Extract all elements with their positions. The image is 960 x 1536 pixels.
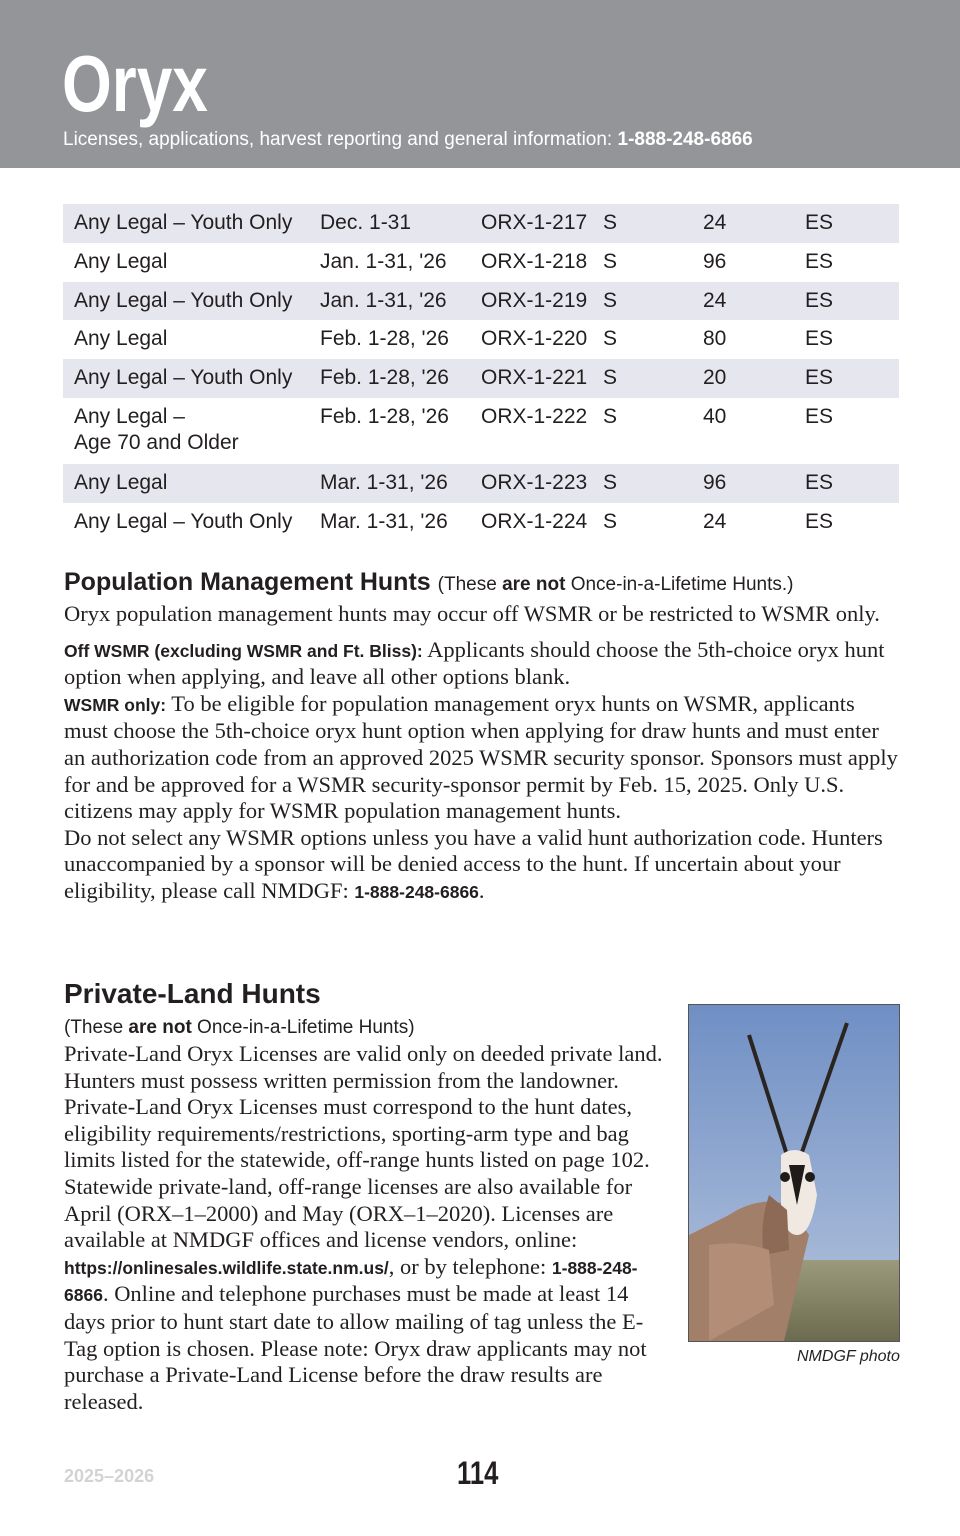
contact-info	[63, 129, 753, 151]
hunt-row	[63, 398, 899, 464]
hunt-code: ORX-1-217	[481, 204, 603, 243]
hunt-code: ORX-1-219	[481, 282, 603, 321]
footer-year: 2025–2026	[64, 1466, 155, 1486]
hunt-dates: Jan. 1-31, '26	[320, 249, 447, 273]
hunt-bag-limit: Any Legal – Youth Only	[63, 204, 320, 243]
hunt-dates: Jan. 1-31, '26	[320, 282, 481, 321]
hunt-licenses: 20	[703, 359, 805, 398]
wsmr-only-paragraph: WSMR only: To be eligible for population management oryx hunts on WSMR, applicants must choose the 5th-choice oryx hunt option when applying for draw hunts and must enter an authorization code from an approved 2025 WSMR security sponsor. Sponsors must apply for and be approved for a WSMR security-sponsor permit by Feb. 15, 2025. Only U.S. citizens may apply for WSMR population management hunts.	[64, 690, 898, 824]
oryx-photo	[688, 1004, 900, 1342]
population-management-note: (These are not Once-in-a-Lifetime Hunts.)	[437, 574, 794, 595]
hunt-row	[63, 204, 899, 243]
hunt-code: ORX-1-223	[481, 464, 603, 503]
hunt-dates: Mar. 1-31, '26	[320, 509, 448, 533]
off-wsmr-label: Off WSMR (excluding WSMR and Ft. Bliss):	[64, 640, 423, 661]
hunt-access: ES	[805, 464, 899, 503]
hunt-licenses: 24	[703, 204, 805, 243]
hunt-dates: Feb. 1-28, '26	[320, 327, 449, 351]
hunt-table	[63, 204, 899, 542]
hunt-code: ORX-1-220	[481, 327, 588, 351]
hunt-bag-limit: Any Legal – Youth Only	[74, 509, 293, 533]
hunt-row	[63, 243, 899, 282]
population-management-title: Population Management Hunts	[64, 568, 431, 596]
contact-phone: 1-888-248-6866	[617, 129, 753, 150]
private-land-paragraph-1: Private-Land Oryx Licenses are valid only on deeded private land. Hunters must possess written permission from the landowner. Private-Land Oryx Licenses must correspond to the hunt dates, eligibility requirements/restrictions, sporting-arm type and bag limits listed for the statewide, off-range hunts listed on page 102.	[64, 1041, 663, 1173]
contact-info-text: Licenses, applications, harvest reporting and general information:	[63, 129, 613, 150]
hunt-access: ES	[805, 204, 899, 243]
hunt-bag-limit: Any Legal	[63, 464, 320, 503]
hunt-licenses: 96	[703, 464, 805, 503]
hunt-licenses: 24	[703, 509, 727, 533]
hunt-bag-limit: Any Legal – Youth Only	[63, 282, 320, 321]
oryx-illustration	[689, 1005, 899, 1341]
online-sales-link[interactable]: https://onlinesales.wildlife.state.nm.us/	[64, 1257, 389, 1278]
off-wsmr-paragraph: Off WSMR (excluding WSMR and Ft. Bliss): Applicants should choose the 5th-choice oryx hunt option when applying, and leave all other options blank.	[64, 636, 885, 690]
hunt-row	[63, 464, 899, 503]
population-management-section	[64, 566, 900, 906]
wsmr-warning-phone: 1-888-248-6866	[354, 881, 479, 902]
photo-credit: NMDGF photo	[797, 1348, 900, 1365]
hunt-code: ORX-1-218	[481, 249, 588, 273]
hunt-sporting-arm: S	[603, 404, 618, 428]
hunt-code: ORX-1-222	[481, 404, 588, 428]
population-management-heading	[64, 566, 900, 601]
hunt-sporting-arm: S	[603, 204, 703, 243]
hunt-sporting-arm: S	[603, 464, 703, 503]
hunt-sporting-arm: S	[603, 359, 703, 398]
hunt-bag-limit: Any Legal – Age 70 and Older	[74, 404, 239, 454]
hunt-dates: Dec. 1-31	[320, 204, 481, 243]
private-land-heading: Private-Land Hunts	[64, 978, 321, 1009]
hunt-licenses: 24	[703, 282, 805, 321]
hunt-licenses: 40	[703, 404, 727, 428]
header-banner	[0, 0, 960, 168]
wsmr-only-label: WSMR only:	[64, 694, 167, 715]
hunt-row	[63, 359, 899, 398]
hunt-bag-limit: Any Legal	[74, 327, 168, 351]
hunt-access: ES	[805, 509, 834, 533]
private-land-phone: 1-888-248-6866	[64, 1257, 638, 1306]
hunt-row	[63, 282, 899, 321]
wsmr-warning-paragraph: Do not select any WSMR options unless you have a valid hunt authorization code. Hunters unaccompanied by a sponsor will be denied access to the hunt. If uncertain about your eligibility, please call NMDGF: 1-888-248-6866.	[64, 824, 883, 903]
hunt-bag-limit: Any Legal – Youth Only	[63, 359, 320, 398]
hunt-licenses: 96	[703, 249, 727, 273]
hunt-code: ORX-1-221	[481, 359, 603, 398]
hunt-access: ES	[805, 249, 834, 273]
hunt-access: ES	[805, 359, 899, 398]
hunt-access: ES	[805, 282, 899, 321]
private-land-note: (These are not Once-in-a-Lifetime Hunts)	[64, 1017, 415, 1038]
page-title: Oryx	[62, 39, 208, 128]
hunt-sporting-arm: S	[603, 282, 703, 321]
hunt-sporting-arm: S	[603, 327, 618, 351]
hunt-access: ES	[805, 327, 834, 351]
hunt-code: ORX-1-224	[481, 509, 588, 533]
hunt-dates: Feb. 1-28, '26	[320, 404, 449, 428]
page-number: 114	[457, 1455, 499, 1491]
hunt-sporting-arm: S	[603, 509, 618, 533]
hunt-licenses: 80	[703, 327, 727, 351]
hunt-bag-limit: Any Legal	[74, 249, 168, 273]
private-land-paragraph-2: Statewide private-land, off-range licenses are also available for April (ORX–1–2000) and May (ORX–1–2020). Licenses are available at NMDGF offices and license vendors, online: https://onlinesales.wildlife.state.nm.us/, or by telephone: 1-888-248-6866. Online and telephone purchases must be made at least 14 days prior to hunt start date to allow mailing of tag unless the E-Tag option is chosen. Please note: Oryx draw applicants may not purchase a Private-Land License before the draw results are released.	[64, 1173, 647, 1414]
hunt-access: ES	[805, 404, 834, 428]
hunt-sporting-arm: S	[603, 249, 618, 273]
hunt-dates: Mar. 1-31, '26	[320, 464, 481, 503]
hunt-row	[63, 503, 899, 542]
population-management-intro: Oryx population management hunts may occur off WSMR or be restricted to WSMR only.	[64, 601, 880, 626]
hunt-row	[63, 320, 899, 359]
hunt-dates: Feb. 1-28, '26	[320, 359, 481, 398]
